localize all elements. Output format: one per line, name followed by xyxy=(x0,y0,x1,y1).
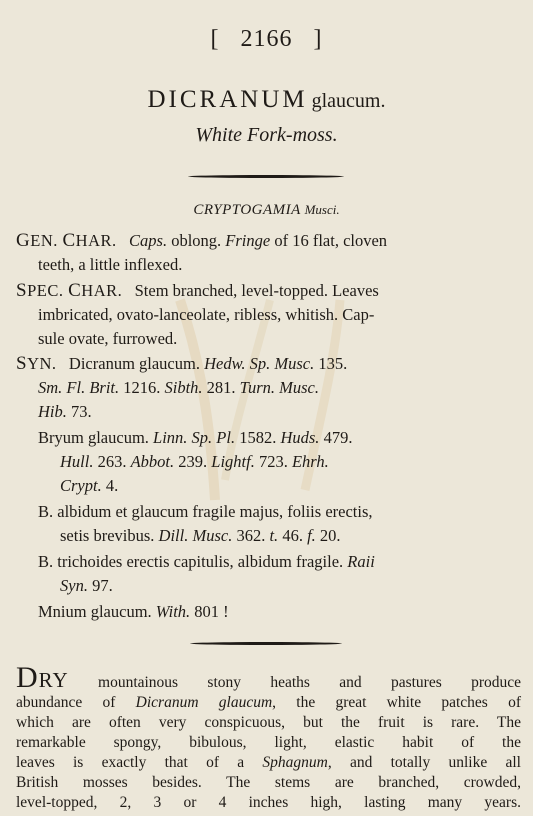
italic-taxon: Sphagnum xyxy=(262,754,328,771)
description-line-6: British mosses besides. The stems are branched, crowded, xyxy=(16,774,521,791)
spec-char-line-2: imbricated, ovato-lanceolate, ribless, whitish. Cap- xyxy=(38,305,375,324)
specific-character xyxy=(16,279,521,351)
description-line-3: which are often very conspicuous, but the fruit is rare. The xyxy=(16,714,521,731)
species-title xyxy=(0,86,533,114)
description-line-5: leaves is exactly that of a Sphagnum, and totally unlike all xyxy=(16,754,521,771)
common-name: White Fork-moss. xyxy=(195,124,338,146)
ornamental-rule-bottom xyxy=(190,642,342,645)
syn-entry-3-line-1: B. albidum et glaucum fragile majus, foliis erectis, xyxy=(38,502,373,521)
syn-entry-5-line-1: Mnium glaucum. With. 801 ! xyxy=(38,602,229,621)
classification-line xyxy=(0,202,533,219)
drop-cap-word: Dry xyxy=(16,661,69,694)
description-line-7: level-topped, 2, 3 or 4 inches high, lasting many years. xyxy=(16,794,521,811)
spec-char-line-1: SPEC. CHAR. Stem branched, level-topped. Leaves xyxy=(16,280,379,301)
plate-number-line xyxy=(0,26,533,53)
gen-char-label: GEN. CHAR. xyxy=(16,230,117,251)
description-line-4: remarkable spongy, bibulous, light, elastic habit of the xyxy=(16,734,521,751)
syn-entry-1-line-2: Sm. Fl. Brit. 1216. Sibth. 281. Turn. Musc. xyxy=(38,378,319,397)
bracket-left: [ xyxy=(210,26,220,52)
spec-char-line-3: sule ovate, furrowed. xyxy=(38,329,178,348)
description-line-1: Dry mountainous stony heaths and pastures produce xyxy=(16,661,521,694)
syn-entry-3-line-2: setis brevibus. Dill. Musc. 362. t. 46. f. 20. xyxy=(60,526,341,545)
syn-entry-4-line-2: Syn. 97. xyxy=(60,576,113,595)
description-paragraph xyxy=(16,661,521,813)
italic-taxon: Dicranum glaucum xyxy=(135,694,273,711)
generic-character xyxy=(16,229,521,277)
syn-entry-2-line-3: Crypt. 4. xyxy=(60,476,119,495)
spec-char-label: SPEC. CHAR. xyxy=(16,280,123,301)
plate-number: 2166 xyxy=(240,26,293,52)
gen-char-line-2: teeth, a little inflexed. xyxy=(38,255,183,274)
syn-entry-4-line-1: B. trichoides erectis capitulis, albidum fragile. Raii xyxy=(38,552,375,571)
species-name: glaucum. xyxy=(311,90,386,112)
synonyms xyxy=(16,352,521,624)
syn-label: SYN. xyxy=(16,353,57,374)
bracket-right: ] xyxy=(313,26,323,52)
syn-entry-2-line-2: Hull. 263. Abbot. 239. Lightf. 723. Ehrh. xyxy=(60,452,329,471)
syn-entry-1-line-1: SYN. Dicranum glaucum. Hedw. Sp. Musc. 135. xyxy=(16,353,348,374)
syn-sub-entries xyxy=(16,426,521,624)
ornamental-rule-top xyxy=(188,175,344,178)
genus-name: DICRANUM xyxy=(147,86,308,113)
class-name: CRYPTOGAMIA xyxy=(193,202,301,218)
gen-char-line-1: GEN. CHAR. Caps. oblong. Fringe of 16 flat, cloven xyxy=(16,230,388,251)
description-line-2: abundance of Dicranum glaucum, the great white patches of xyxy=(16,694,521,711)
syn-entry-2-line-1: Bryum glaucum. Linn. Sp. Pl. 1582. Huds. 479. xyxy=(38,428,353,447)
order-name: Musci. xyxy=(304,202,340,217)
syn-entry-1-line-3: Hib. 73. xyxy=(38,402,92,421)
